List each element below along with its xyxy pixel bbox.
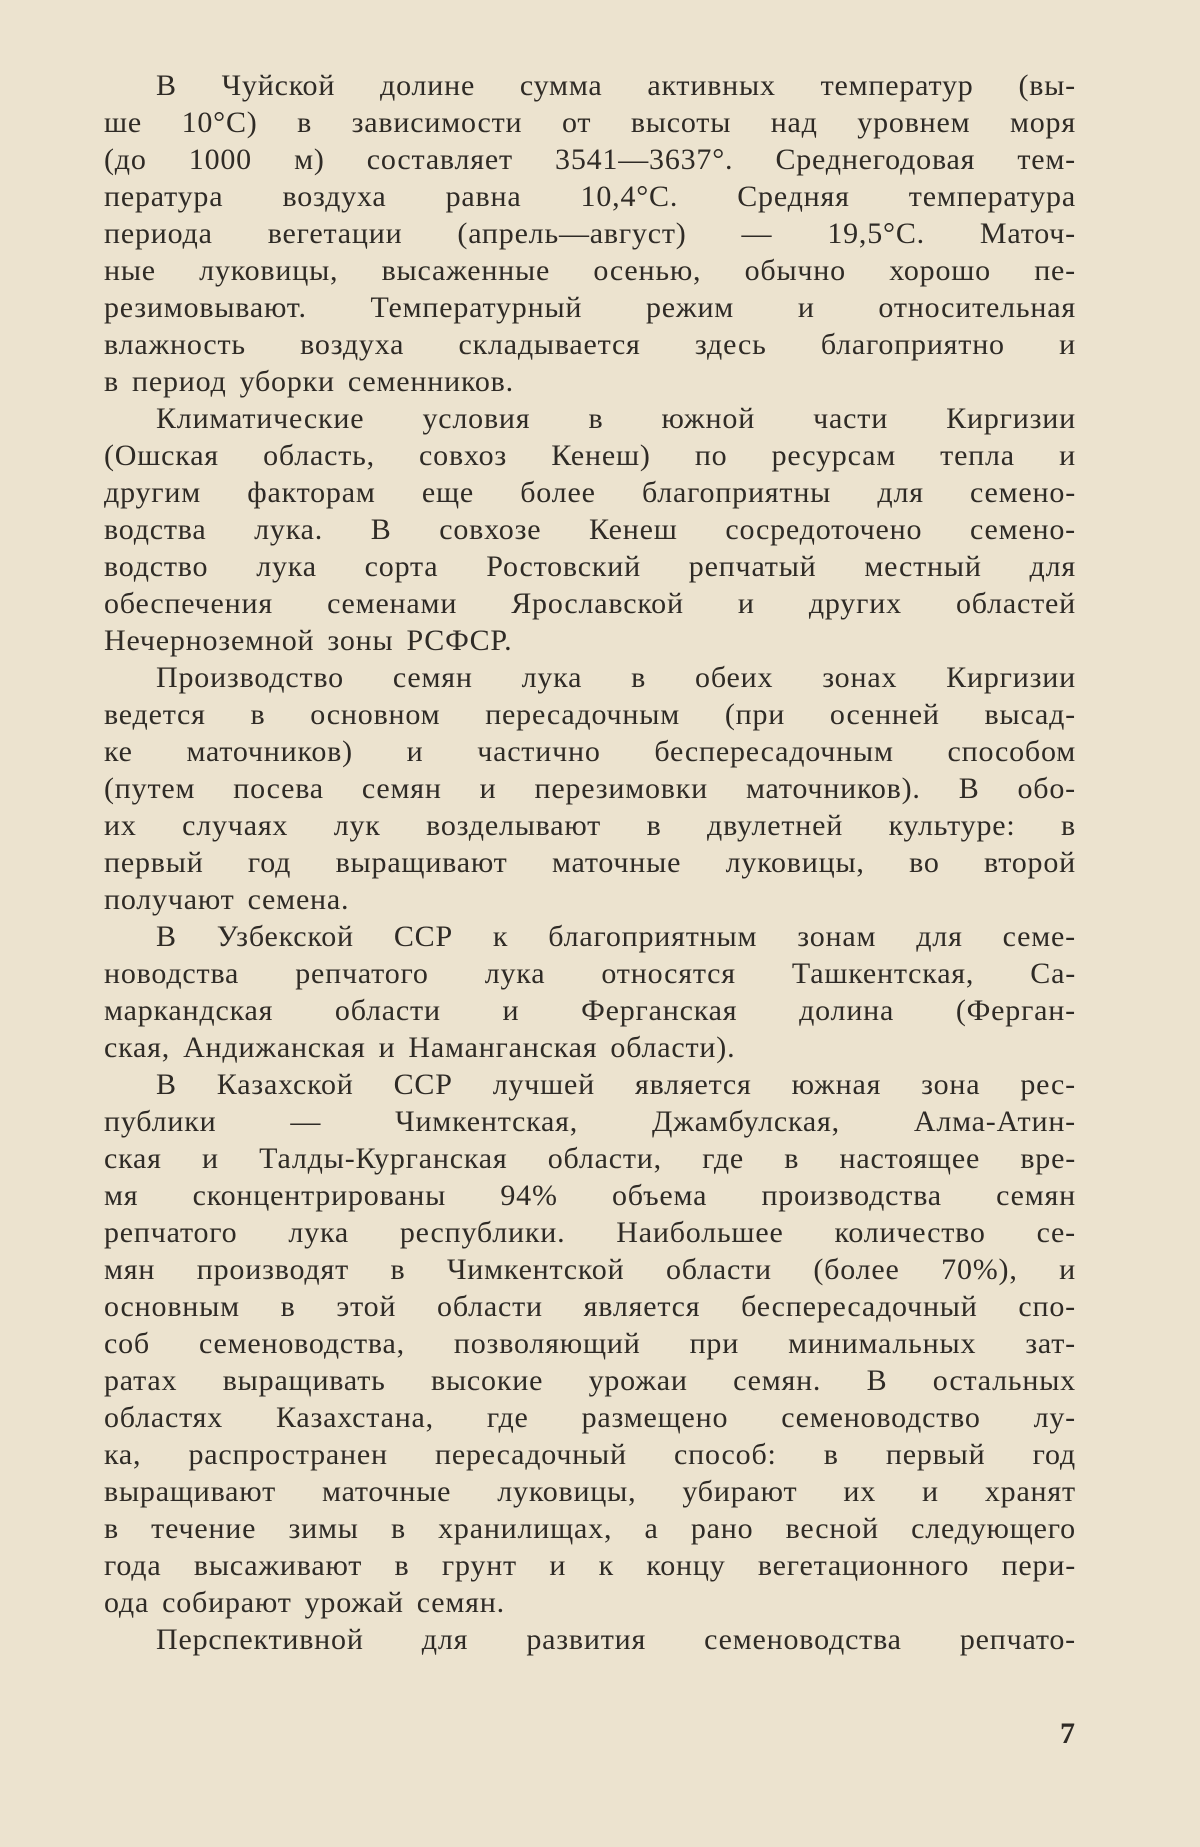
text-line: Производство семян лука в обеих зонах Киргизии	[156, 661, 1076, 694]
text-line: областях Казахстана, где размещено семеноводство лу-	[104, 1401, 1076, 1434]
text-line: пература воздуха равна 10,4°С. Средняя температура	[104, 180, 1076, 213]
text-line: ные луковицы, высаженные осенью, обычно хорошо пе-	[104, 254, 1076, 287]
text-line: ведется в основном пересадочным (при осенней высад-	[104, 698, 1076, 731]
text-line: основным в этой области является беспересадочный спо-	[104, 1290, 1076, 1323]
text-line: ке маточников) и частично беспересадочным способом	[104, 735, 1076, 768]
text-line: первый год выращивают маточные луковицы, во второй	[104, 846, 1076, 879]
text-line: (до 1000 м) составляет 3541—3637°. Среднегодовая тем-	[104, 143, 1076, 176]
text-line: в период уборки семенников.	[104, 365, 514, 398]
text-line: Климатические условия в южной части Киргизии	[156, 402, 1076, 435]
text-line: В Узбекской ССР к благоприятным зонам для семе-	[156, 920, 1076, 953]
text-line: Нечерноземной зоны РСФСР.	[104, 624, 513, 657]
text-line: новодства репчатого лука относятся Ташкентская, Са-	[104, 957, 1076, 990]
text-line: резимовывают. Температурный режим и относительная	[104, 291, 1076, 324]
text-line: другим факторам еще более благоприятны для семено-	[104, 476, 1076, 509]
text-line: водства лука. В совхозе Кенеш сосредоточено семено-	[104, 513, 1076, 546]
text-line: публики — Чимкентская, Джамбулская, Алма-Атин-	[104, 1105, 1076, 1138]
text-line: ская, Андижанская и Наманганская области).	[104, 1031, 736, 1064]
text-line: мян производят в Чимкентской области (более 70%), и	[104, 1253, 1076, 1286]
text-line: обеспечения семенами Ярославской и других областей	[104, 587, 1076, 620]
body-text	[104, 67, 1076, 1658]
text-line: В Чуйской долине сумма активных температур (вы-	[156, 69, 1076, 102]
text-line: ка, распространен пересадочный способ: в первый год	[104, 1438, 1076, 1471]
text-line: (Ошская область, совхоз Кенеш) по ресурсам тепла и	[104, 439, 1076, 472]
text-line: репчатого лука республики. Наибольшее количество се-	[104, 1216, 1076, 1249]
page-number: 7	[1060, 1717, 1075, 1750]
text-line: В Казахской ССР лучшей является южная зона рес-	[156, 1068, 1076, 1101]
text-line: соб семеноводства, позволяющий при минимальных зат-	[104, 1327, 1076, 1360]
text-line: Перспективной для развития семеноводства репчато-	[156, 1623, 1076, 1656]
text-line: (путем посева семян и перезимовки маточников). В обо-	[104, 772, 1076, 805]
text-line: периода вегетации (апрель—август) — 19,5°С. Маточ-	[104, 217, 1076, 250]
text-line: мя сконцентрированы 94% объема производства семян	[104, 1179, 1076, 1212]
text-line: водство лука сорта Ростовский репчатый местный для	[104, 550, 1076, 583]
text-line: года высаживают в грунт и к концу вегетационного пери-	[104, 1549, 1076, 1582]
text-line: ода собирают урожай семян.	[104, 1586, 505, 1619]
text-line: ше 10°С) в зависимости от высоты над уровнем моря	[104, 106, 1076, 139]
text-line: в течение зимы в хранилищах, а рано весной следующего	[104, 1512, 1076, 1545]
text-line: влажность воздуха складывается здесь благоприятно и	[104, 328, 1076, 361]
text-line: получают семена.	[104, 883, 350, 916]
text-line: маркандская области и Ферганская долина (Ферган-	[104, 994, 1076, 1027]
text-line: выращивают маточные луковицы, убирают их и хранят	[104, 1475, 1076, 1508]
text-line: их случаях лук возделывают в двулетней культуре: в	[104, 809, 1076, 842]
text-line: ская и Талды-Курганская области, где в настоящее вре-	[104, 1142, 1076, 1175]
text-line: ратах выращивать высокие урожаи семян. В остальных	[104, 1364, 1076, 1397]
